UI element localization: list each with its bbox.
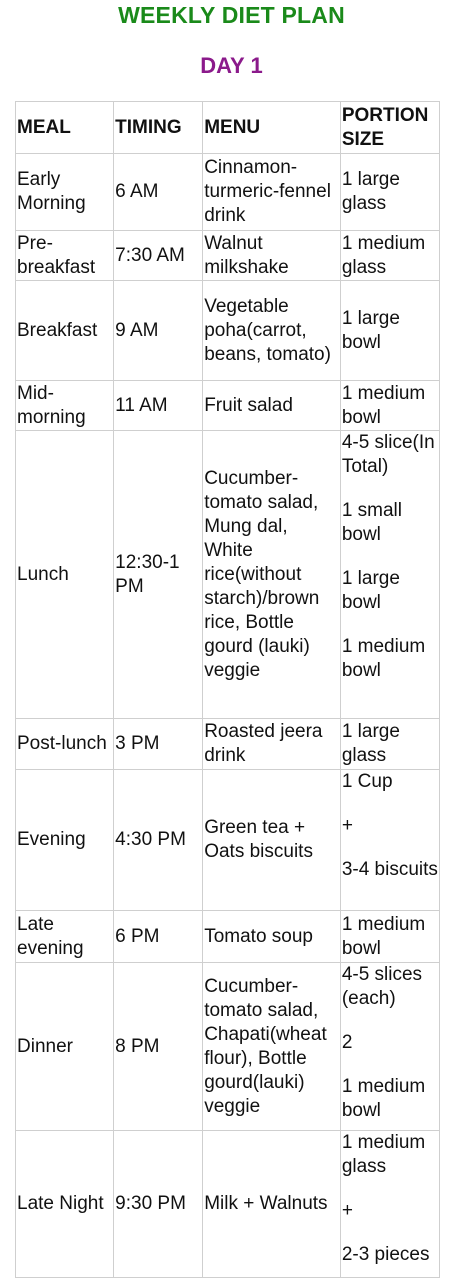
table-row (16, 770, 440, 911)
portion-gap (342, 547, 438, 567)
table-row (16, 719, 440, 770)
portion-line: 1 medium glass (341, 232, 426, 278)
timing-cell: 12:30-1 PM (114, 431, 203, 719)
portion-gap (342, 615, 438, 635)
portion-cell (340, 154, 439, 231)
portion-line: + (341, 815, 353, 836)
header-timing: TIMING (114, 102, 203, 154)
table-row (16, 381, 440, 431)
table-header-row (16, 102, 440, 154)
portion-line: 3-4 biscuits (341, 859, 438, 880)
table-row (16, 281, 440, 381)
portion-cell (340, 1131, 439, 1278)
portion-line: 1 large glass (341, 721, 400, 766)
table-row (16, 911, 440, 963)
timing-cell: 7:30 AM (114, 231, 203, 281)
portion-gap (342, 479, 438, 499)
menu-cell: Cinnamon-turmeric-fennel drink (203, 154, 341, 231)
portion-line: 1 small bowl (341, 500, 402, 545)
timing-cell: 4:30 PM (114, 770, 203, 911)
menu-cell: Walnut milkshake (203, 231, 341, 281)
portion-line: + (341, 1200, 353, 1221)
meal-cell: Evening (16, 770, 114, 911)
timing-cell: 9:30 PM (114, 1131, 203, 1278)
portion-cell (340, 911, 439, 963)
portion-gap (342, 838, 438, 858)
header-portion: PORTION SIZE (340, 102, 439, 154)
portion-line: 1 medium glass (341, 1132, 426, 1177)
table-row (16, 963, 440, 1131)
meal-cell: Breakfast (16, 281, 114, 381)
table-row (16, 431, 440, 719)
timing-cell: 8 PM (114, 963, 203, 1131)
meal-cell: Post-lunch (16, 719, 114, 770)
portion-line: 1 large glass (341, 169, 400, 214)
portion-gap (342, 794, 438, 814)
portion-gap (342, 1055, 438, 1075)
portion-gap (342, 1179, 438, 1199)
meal-cell: Late Night (16, 1131, 114, 1278)
timing-cell: 6 PM (114, 911, 203, 963)
portion-line: 1 large bowl (341, 307, 400, 353)
table-row (16, 154, 440, 231)
portion-line: 1 medium bowl (341, 636, 426, 681)
menu-cell: Fruit salad (203, 381, 341, 431)
menu-cell: Cucumber-tomato salad, Chapati(wheat flour), Bottle gourd(lauki) veggie (203, 963, 341, 1131)
portion-line: 1 medium bowl (341, 1076, 426, 1121)
day-heading: DAY 1 (200, 53, 263, 78)
menu-cell: Tomato soup (203, 911, 341, 963)
timing-cell: 3 PM (114, 719, 203, 770)
timing-cell: 6 AM (114, 154, 203, 231)
table-row (16, 1131, 440, 1278)
header-menu: MENU (203, 102, 341, 154)
meal-cell: Late evening (16, 911, 114, 963)
portion-gap (342, 1223, 438, 1243)
portion-line: 1 medium bowl (341, 913, 426, 959)
portion-cell (340, 231, 439, 281)
header-meal: MEAL (16, 102, 114, 154)
menu-cell: Cucumber-tomato salad, Mung dal, White rice(without starch)/brown rice, Bottle gourd (lauki) veggie (203, 431, 341, 719)
portion-gap (342, 1011, 438, 1031)
meal-cell: Lunch (16, 431, 114, 719)
timing-cell: 9 AM (114, 281, 203, 381)
portion-cell (340, 770, 439, 911)
diet-plan-table (15, 101, 440, 1278)
menu-cell: Roasted jeera drink (203, 719, 341, 770)
portion-line: 1 Cup (341, 771, 393, 792)
portion-line: 1 large bowl (341, 568, 400, 613)
portion-cell (340, 381, 439, 431)
portion-cell (340, 719, 439, 770)
portion-line: 4-5 slices (each) (341, 964, 423, 1009)
portion-line: 2 (341, 1032, 353, 1053)
portion-line: 2-3 pieces (341, 1244, 430, 1265)
menu-cell: Milk + Walnuts (203, 1131, 341, 1278)
timing-cell: 11 AM (114, 381, 203, 431)
portion-cell (340, 431, 439, 719)
portion-line: 4-5 slice(In Total) (341, 432, 435, 477)
menu-cell: Vegetable poha(carrot, beans, tomato) (203, 281, 341, 381)
portion-line: 1 medium bowl (341, 382, 426, 428)
page-title: WEEKLY DIET PLAN (118, 2, 345, 28)
table-row (16, 231, 440, 281)
meal-cell: Pre-breakfast (16, 231, 114, 281)
meal-cell: Dinner (16, 963, 114, 1131)
portion-cell (340, 963, 439, 1131)
meal-cell: Early Morning (16, 154, 114, 231)
portion-cell (340, 281, 439, 381)
menu-cell: Green tea + Oats biscuits (203, 770, 341, 911)
meal-cell: Mid-morning (16, 381, 114, 431)
